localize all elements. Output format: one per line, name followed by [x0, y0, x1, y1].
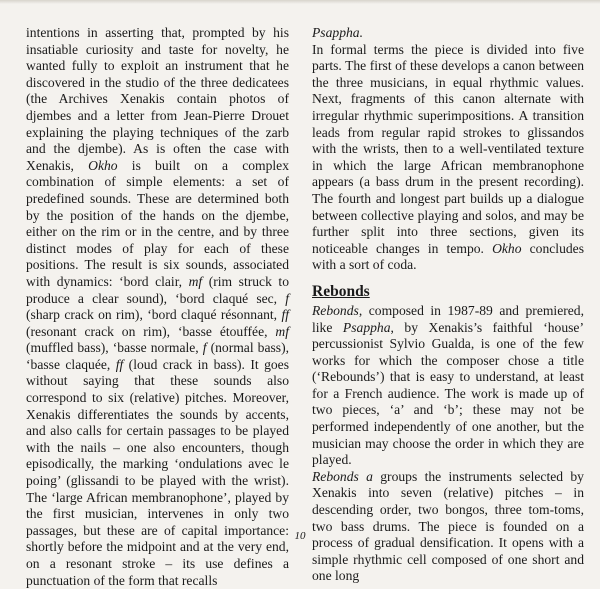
formal-terms-paragraph: In formal terms the piece is divided into five parts. The first of these develops a canon between the three musicians, in equal rhythmic values. Next, fragments of this canon alternate with irregular rhythmic superimpositions. A transition leads from regular rapid strokes to glissandos with the wrists, then to a well-ventilated texture in which the large African membranophone appears (a bass drum in the present recording). The fourth and longest part builds up a dialogue between collective playing and solos, and may be further split into three sections, given its noticeable changes in tempo. Okho concludes with a sort of coda.	[312, 41, 584, 273]
right-column	[312, 25, 584, 585]
top-rule	[0, 0, 600, 4]
rebonds-paragraph: Rebonds, composed in 1987-89 and premiered, like Psappha, by Xenakis’s faithful ‘house’ percussionist Sylvio Gualda, is one of the few works for which the composer chose a title (‘Rebounds’) that is easy to understand, at least for a French audience. The work is made up of two pieces, ‘a’ and ‘b’; these may not be performed independently of one another, but the musician may choose the order in which they are played.	[312, 302, 584, 468]
psappha-line: Psappha.	[312, 25, 363, 40]
rebonds-a-paragraph: Rebonds a groups the instruments selected by Xenakis into seven (relative) pitches – in descending order, two bongos, three tom-toms, two bass drums. The piece is founded on a process of gradual densification. It opens with a simple rhythmic cell composed of one short and one long	[312, 468, 584, 584]
left-column	[26, 25, 289, 589]
page-number: 10	[294, 530, 306, 542]
section-heading-rebonds: Rebonds	[312, 282, 370, 300]
left-paragraph: intentions in asserting that, prompted by his insatiable curiosity and taste for novelty, he wanted fully to exploit an instrument that he discovered in the studio of the three dedicatees (the Archives Xenakis contain photos of djembes and a letter from Jean-Pierre Drouet explaining the playing techniques of the zarb and the djembe). As is often the case with Xenakis, Okho is built on a complex combination of simple elements: a set of predefined sounds. These are determined both by the position of the hands on the djembe, either on the rim or in the centre, and by three distinct modes of play for each of these positions. The result is six sounds, associated with dynamics: ‘bord clair, mf (rim struck to produce a clear sound), ‘bord claqué sec, f (sharp crack on rim), ‘bord claqué résonnant, ff (resonant crack on rim), ‘basse étouffée, mf (muffled bass), ‘basse normale, f (normal bass), ‘basse claquée, ff (loud crack in bass). It goes without saying that these sounds also correspond to six (relative) pitches. Moreover, Xenakis differentiates the sounds by accents, and also calls for certain passages to be played with the nails – one also encounters, though episodically, the marking ‘ondulations avec le poing’ (glissandi to be played with the wrist). The ‘large African membranophone’, played by the first musician, intervenes in only two passages, but these are of capital importance: shortly before the midpoint and at the very end, on a resonant stroke – its use defines a punctuation of the form that recalls	[26, 25, 289, 588]
